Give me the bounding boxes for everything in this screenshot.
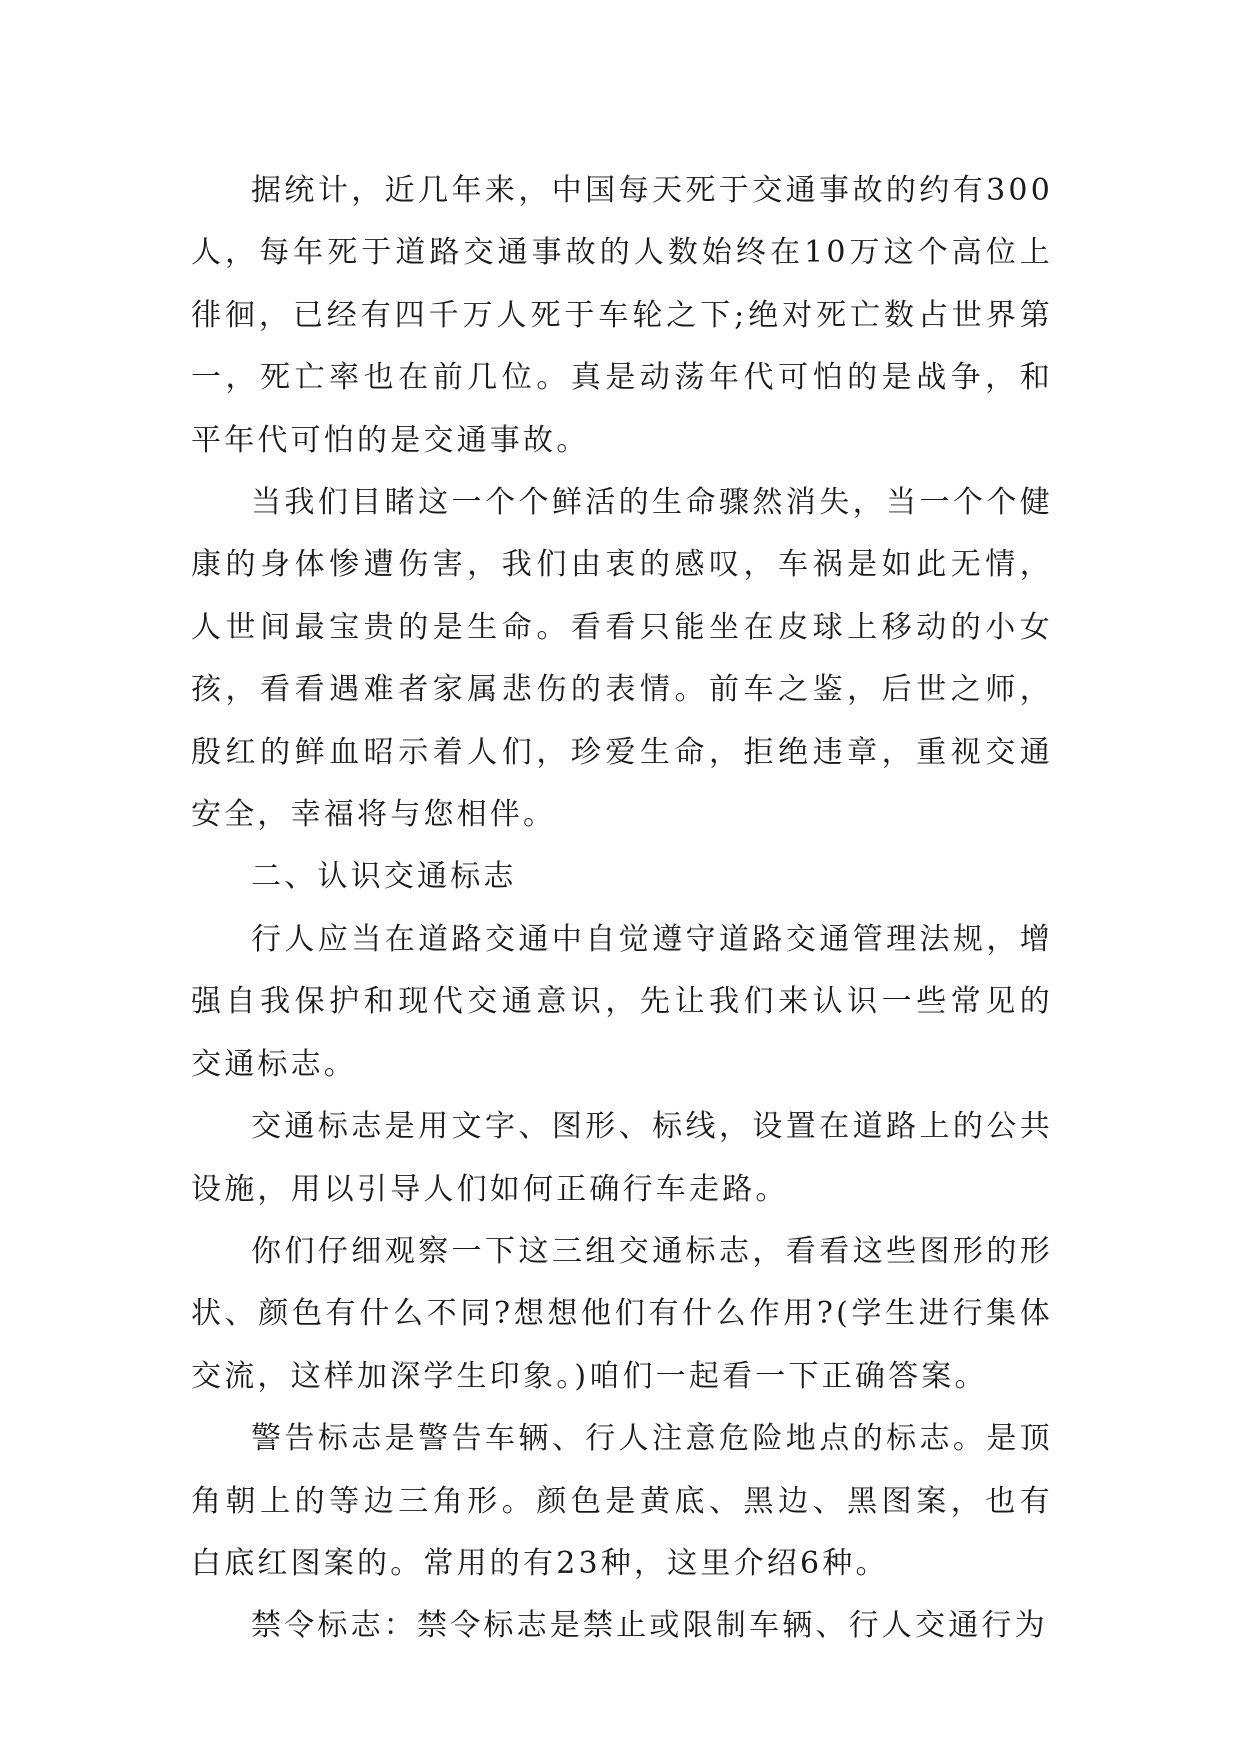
section-heading-traffic-signs: 二、认识交通标志 xyxy=(251,859,517,895)
paragraph-pedestrian-rules: 行人应当在道路交通中自觉遵守道路交通管理法规，增强自我保护和现代交通意识，先让我们来认识一些常见的交通标志。 xyxy=(191,921,1053,1082)
paragraph-warning-signs: 警告标志是警告车辆、行人注意危险地点的标志。是顶角朝上的等边三角形。颜色是黄底、黑边、黑图案，也有白底红图案的。常用的有23种，这里介绍6种。 xyxy=(191,1421,1053,1581)
document-body xyxy=(191,160,1053,1658)
paragraph-sign-definition: 交通标志是用文字、图形、标线，设置在道路上的公共设施，用以引导人们如何正确行车走路。 xyxy=(191,1109,1053,1207)
paragraph-observe-signs: 你们仔细观察一下这三组交通标志，看看这些图形的形状、颜色有什么不同?想想他们有什么作用?(学生进行集体交流，这样加深学生印象。)咱们一起看一下正确答案。 xyxy=(191,1233,1053,1394)
paragraph-prohibition-signs: 禁令标志：禁令标志是禁止或限制车辆、行人交通行为 xyxy=(251,1608,1048,1644)
paragraph-statistics: 据统计，近几年来，中国每天死于交通事故的约有300人，每年死于道路交通事故的人数始终在10万这个高位上徘徊，已经有四千万人死于车轮之下;绝对死亡数占世界第一，死亡率也在前几位。真是动荡年代可怕的是战争，和平年代可怕的是交通事故。 xyxy=(191,173,1053,458)
paragraph-cherish-life: 当我们目睹这一个个鲜活的生命骤然消失，当一个个健康的身体惨遭伤害，我们由衷的感叹，车祸是如此无情，人世间最宝贵的是生命。看看只能坐在皮球上移动的小女孩，看看遇难者家属悲伤的表情。前车之鉴，后世之师，殷红的鲜血昭示着人们，珍爱生命，拒绝违章，重视交通安全，幸福将与您相伴。 xyxy=(191,485,1053,833)
